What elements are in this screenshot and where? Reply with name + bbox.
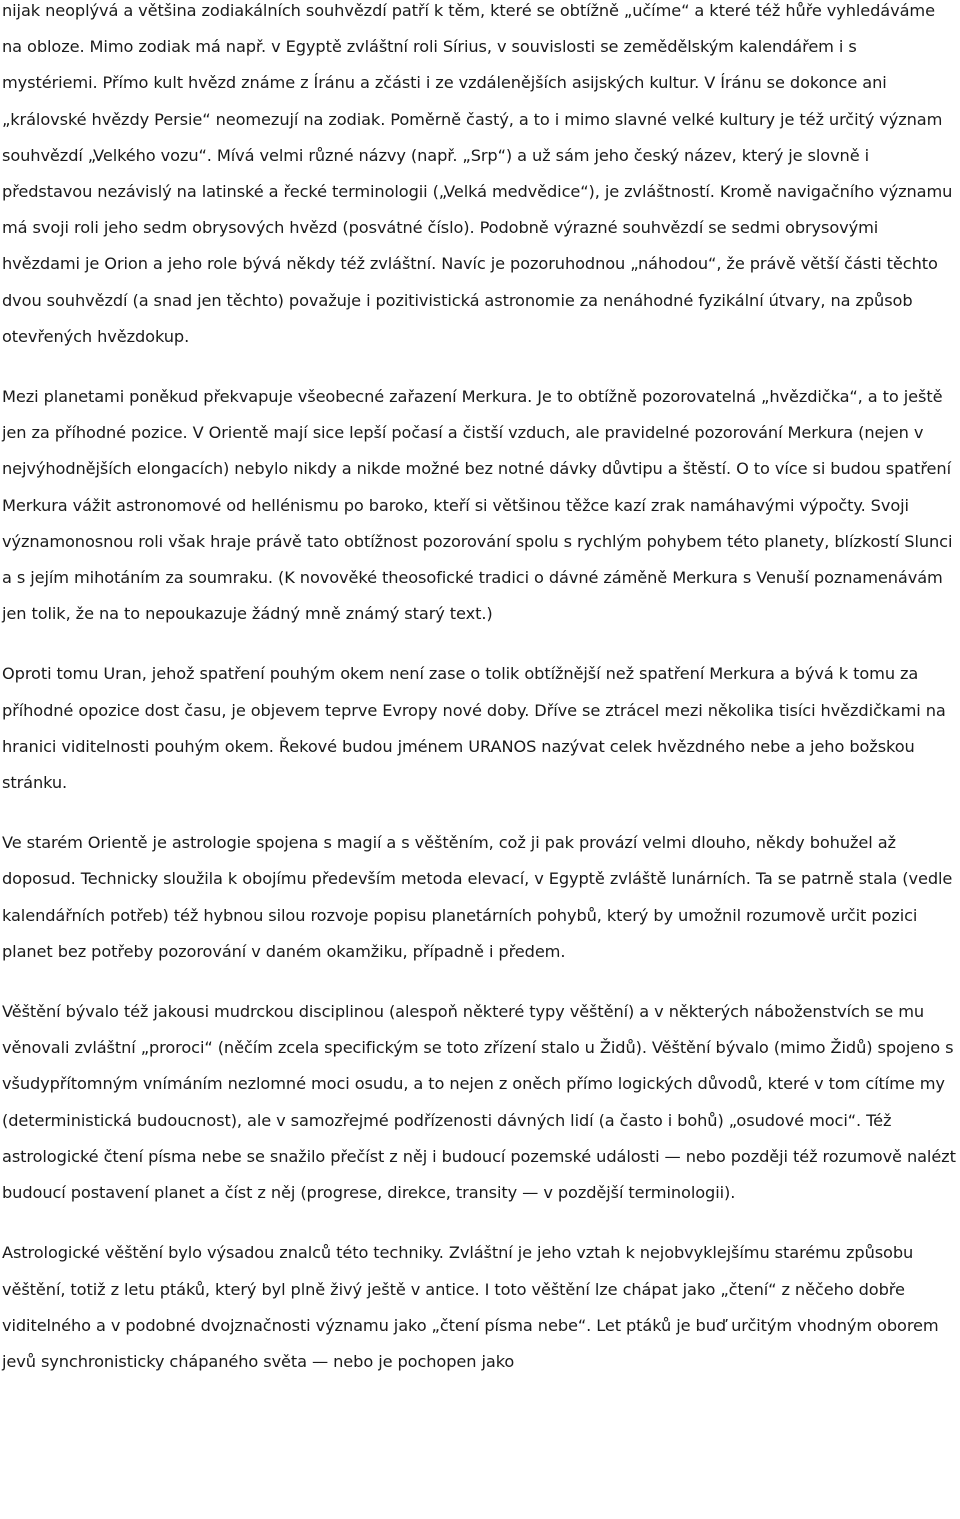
paragraph-divination: Věštění bývalo též jakousi mudrckou disciplinou (alespoň některé typy věštění) a v některých náboženstvích se mu věnovali zvláštní „proroci“ (něčím zcela specifickým se toto zřízení stalo u Židů). Věštění bývalo (mimo Židů) spojeno s všudypřítomným vnímáním nezlomné moci osudu, a to nejen z oněch přímo logických důvodů, které v tom cítíme my (deterministická budoucnost), ale v samozřejmé podřízenosti dávných lidí (a často i bohů) „osudové moci“. Též astrologické čtení písma nebe se snažilo přečíst z něj i budoucí pozemské události — nebo později též rozumově nalézt budoucí postavení planet a číst z něj (progrese, direkce, transity — v pozdější terminologii). xyxy=(2,1002,956,1203)
paragraph-uranus: Oproti tomu Uran, jehož spatření pouhým okem není zase o tolik obtížnější než spatření Merkura a bývá k tomu za příhodné opozice dost času, je objevem teprve Evropy nové doby. Dříve se ztrácel mezi několika tisíci hvězdičkami na hranici viditelnosti pouhým okem. Řekové budou jménem URANOS nazývat celek hvězdného nebe a jeho božskou stránku. xyxy=(2,664,946,793)
paragraph-astrology-orient: Ve starém Orientě je astrologie spojena s magií a s věštěním, což ji pak provází velmi dlouho, někdy bohužel až doposud. Technicky sloužila k obojímu především metoda elevací, v Egyptě zvláště lunárních. Ta se patrně stala (vedle kalendářních potřeb) též hybnou silou rozvoje popisu planetárních pohybů, který by umožnil rozumově určit pozici planet bez potřeby pozorování v daném okamžiku, případně i předem. xyxy=(2,833,953,961)
paragraph-mercury: Mezi planetami poněkud překvapuje všeobecné zařazení Merkura. Je to obtížně pozorovatelná „hvězdička“, a to ještě jen za příhodné pozice. V Orientě mají sice lepší počasí a čistší vzduch, ale pravidelné pozorování Merkura (nejen v nejvýhodnějších elongacích) nebylo nikdy a nikde možné bez notné dávky důvtipu a štěstí. O to více si budou spatření Merkura vážit astronomové od hellénismu po baroko, kteří si většinou těžce kazí zrak namáhavými výpočty. Svoji významonosnou roli však hraje právě tato obtížnost pozorování spolu s rychlým pohybem této planety, blízkostí Slunci a s jejím mihotáním za soumraku. (K novověké theosofické tradici o dávné záměně Merkura s Venuší poznamenávám jen tolik, že na to nepoukazuje žádný mně známý starý text.) xyxy=(2,387,953,624)
paragraph-fixed-stars: nijak neoplývá a většina zodiakálních souhvězdí patří k těm, které se obtížně „učíme“ a které též hůře vyhledáváme na obloze. Mimo zodiak má např. v Egyptě zvláštní roli Sírius, v souvislosti se zemědělským kalendářem i s mystériemi. Přímo kult hvězd známe z Íránu a zčásti i ze vzdálenějších asijských kultur. V Íránu se dokonce ani „královské hvězdy Persie“ neomezují na zodiak. Poměrně častý, a to i mimo slavné velké kultury je též určitý význam souhvězdí „Velkého vozu“. Mívá velmi různé názvy (např. „Srp“) a už sám jeho český název, který je slovně i představou nezávislý na latinské a řecké terminologii („Velká medvědice“), je zvláštností. Kromě navigačního významu má svoji roli jeho sedm obrysových hvězd (posvátné číslo). Podobně výrazné souhvězdí se sedmi obrysovými hvězdami je Orion a jeho role bývá někdy též zvláštní. Navíc je pozoruhodnou „náhodou“, že právě větší části těchto dvou souhvězdí (a snad jen těchto) považuje i pozitivistická astronomie za nenáhodné fyzikální útvary, na způsob otevřených hvězdokup. xyxy=(2,1,953,346)
paragraph-astrological-divination: Astrologické věštění bylo výsadou znalců této techniky. Zvláštní je jeho vztah k nejobvyklejšímu starému způsobu věštění, totiž z letu ptáků, který byl plně živý ještě v antice. I toto věštění lze chápat jako „čtení“ z něčeho dobře viditelného a v podobné dvojznačnosti významu jako „čtení písma nebe“. Let ptáků je buď určitým vhodným oborem jevů synchronisticky chápaného světa — nebo je pochopen jako xyxy=(2,1243,939,1371)
